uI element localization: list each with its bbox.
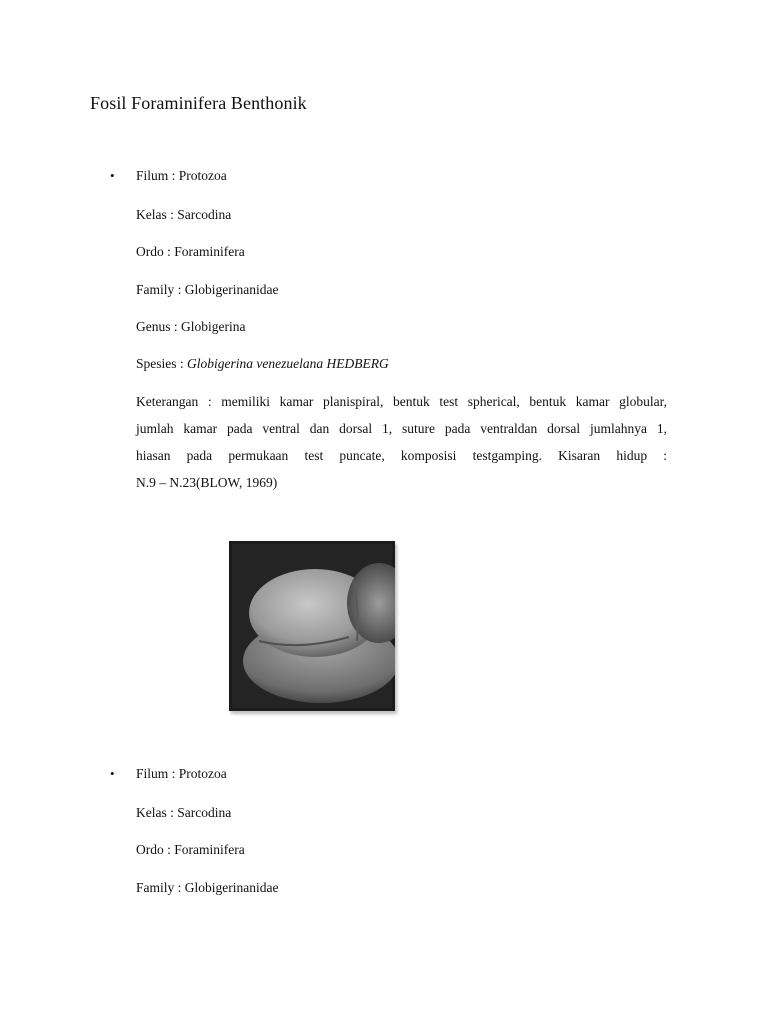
kelas-label: Kelas : (136, 207, 178, 222)
family-line (136, 282, 278, 298)
filum-label: Filum : (136, 766, 179, 781)
kelas-label: Kelas : (136, 805, 178, 820)
keterangan-line: jumlah kamar pada ventral dan dorsal 1, suture pada ventraldan dorsal jumlahnya 1, (136, 421, 667, 436)
keterangan-line: hiasan pada permukaan test puncate, komposisi testgamping. Kisaran hidup : (136, 448, 667, 463)
ordo-line (136, 842, 245, 858)
family-value: Globigerinanidae (184, 880, 279, 895)
kelas-value: Sarcodina (177, 207, 232, 222)
fossil-specimen-image (229, 541, 395, 711)
filum-line (136, 766, 227, 782)
bullet-icon: • (110, 766, 115, 781)
filum-line (136, 168, 227, 184)
spesies-value: Globigerina venezuelana HEDBERG (187, 356, 389, 371)
ordo-label: Ordo : (136, 244, 175, 259)
spesies-label: Spesies : (136, 356, 188, 371)
ordo-label: Ordo : (136, 842, 175, 857)
genus-line (136, 319, 245, 335)
keterangan-line: N.9 – N.23(BLOW, 1969) (136, 475, 278, 490)
filum-value: Protozoa (178, 766, 227, 781)
ordo-value: Foraminifera (174, 244, 245, 259)
filum-label: Filum : (136, 168, 179, 183)
kelas-line (136, 207, 231, 223)
bullet-icon: • (110, 168, 115, 183)
family-value: Globigerinanidae (184, 282, 279, 297)
ordo-line (136, 244, 245, 260)
kelas-line (136, 805, 231, 821)
family-label: Family : (136, 880, 185, 895)
genus-value: Globigerina (181, 319, 246, 334)
kelas-value: Sarcodina (177, 805, 232, 820)
keterangan-line: Keterangan : memiliki kamar planispiral, bentuk test spherical, bentuk kamar globular, (136, 394, 667, 409)
keterangan-paragraph (136, 388, 667, 496)
genus-label: Genus : (136, 319, 181, 334)
family-line (136, 880, 278, 896)
spesies-line (136, 356, 389, 372)
filum-value: Protozoa (178, 168, 227, 183)
fossil-photo (229, 541, 395, 711)
ordo-value: Foraminifera (174, 842, 245, 857)
document-title: Fosil Foraminifera Benthonik (90, 93, 307, 113)
family-label: Family : (136, 282, 185, 297)
